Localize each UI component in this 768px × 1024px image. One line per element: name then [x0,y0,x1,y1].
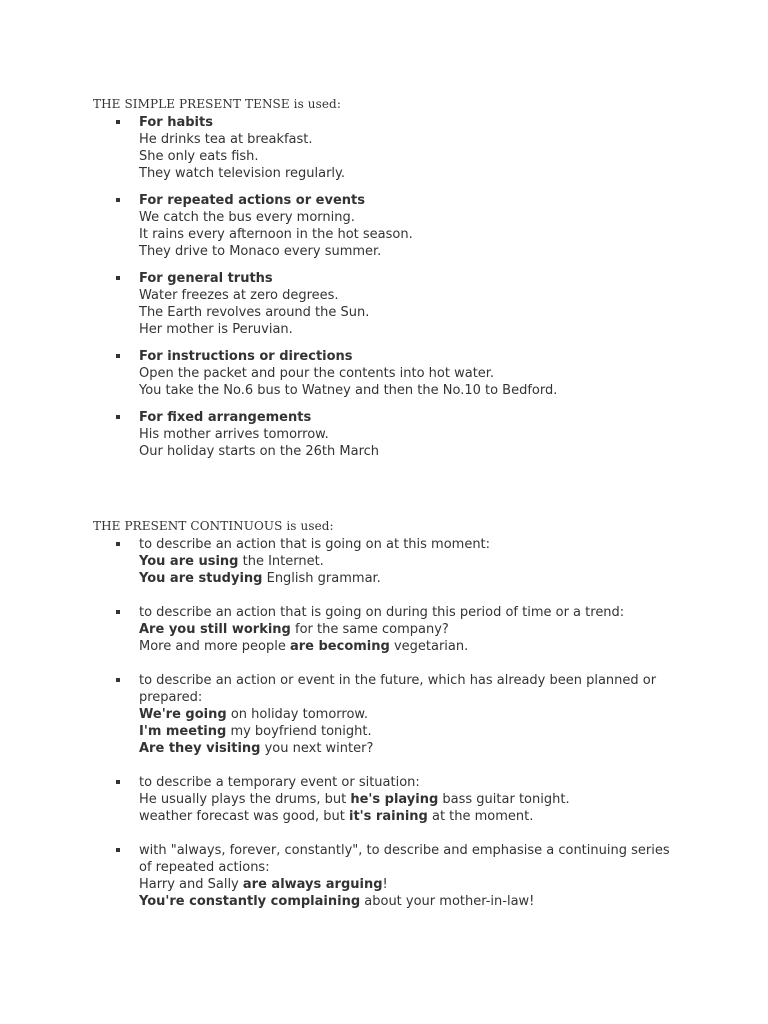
example-text: English grammar. [262,571,381,586]
item-title: For instructions or directions [139,349,353,364]
example-text: at the moment. [427,809,534,824]
example-line: We catch the bus every morning. [139,210,355,225]
bullet-icon [116,354,120,358]
example-text: ! [382,877,388,892]
example-line [139,740,679,757]
list-item [0,842,679,910]
example-verb: We're going [139,707,227,722]
bullet-icon [116,276,120,280]
bullet-icon [116,780,120,784]
example-verb: Are you still working [139,622,291,637]
example-text: you next winter? [260,741,374,756]
example-line: They watch television regularly. [139,166,345,181]
list-item [0,409,679,460]
example-line [139,638,679,655]
example-text: on holiday tomorrow. [226,707,368,722]
item-title: For habits [139,115,213,130]
example-verb: You are using [139,554,239,569]
example-text: weather forecast was good, but [139,809,350,824]
example-line: They drive to Monaco every summer. [139,244,382,259]
example-line: Water freezes at zero degrees. [139,288,339,303]
example-text: the Internet. [238,554,324,569]
bullet-icon [116,610,120,614]
example-line: He drinks tea at breakfast. [139,132,313,147]
bullet-icon [116,542,120,546]
bullet-icon [116,415,120,419]
list-item [0,774,679,825]
example-text: for the same company? [290,622,449,637]
list-item [0,604,679,655]
simple-present-list [0,114,679,470]
example-line [139,893,679,910]
example-line [139,808,679,825]
example-text: about your mother-in-law! [360,894,535,909]
item-title: For repeated actions or events [139,193,365,208]
list-item [0,536,679,587]
item-description: to describe an action that is going on during this period of time or a trend: [139,605,625,620]
list-item [0,672,679,757]
example-line: His mother arrives tomorrow. [139,427,329,442]
example-verb: he's playing [350,792,439,807]
example-line: Open the packet and pour the contents into hot water. [139,366,495,381]
example-line [139,791,679,808]
example-line: Our holiday starts on the 26th March [139,444,380,459]
example-verb: are always arguing [242,877,383,892]
example-verb: Are they visiting [139,741,261,756]
example-line [139,706,679,723]
item-title: For general truths [139,271,273,286]
example-verb: You are studying [139,571,263,586]
example-text: More and more people [139,639,290,654]
example-verb: it's raining [349,809,428,824]
example-line: It rains every afternoon in the hot season. [139,227,413,242]
bullet-icon [116,678,120,682]
example-line: You take the No.6 bus to Watney and then the No.10 to Bedford. [139,383,558,398]
bullet-icon [116,198,120,202]
list-item [0,114,679,182]
item-description: to describe an action or event in the future, which has already been planned or prepared: [139,673,657,705]
example-line [139,621,679,638]
example-line: The Earth revolves around the Sun. [139,305,370,320]
example-verb: are becoming [289,639,390,654]
simple-present-heading: THE SIMPLE PRESENT TENSE is used: [93,97,341,111]
example-line [139,570,679,587]
bullet-icon [116,848,120,852]
present-continuous-heading: THE PRESENT CONTINUOUS is used: [93,519,334,533]
example-text: vegetarian. [389,639,469,654]
bullet-icon [116,120,120,124]
example-line: She only eats fish. [139,149,259,164]
example-text: Harry and Sally [139,877,243,892]
list-item [0,270,679,338]
example-text: bass guitar tonight. [438,792,570,807]
item-description: with "always, forever, constantly", to describe and emphasise a continuing series of repeated actions: [139,843,670,875]
present-continuous-list [0,536,679,927]
example-text: my boyfriend tonight. [226,724,372,739]
example-line: Her mother is Peruvian. [139,322,293,337]
list-item [0,192,679,260]
example-verb: I'm meeting [139,724,227,739]
example-verb: You're constantly complaining [139,894,361,909]
item-description: to describe an action that is going on at this moment: [139,537,491,552]
example-line [139,723,679,740]
item-title: For fixed arrangements [139,410,312,425]
example-text: He usually plays the drums, but [139,792,351,807]
example-line [139,553,679,570]
list-item [0,348,679,399]
item-description: to describe a temporary event or situation: [139,775,420,790]
example-line [139,876,679,893]
